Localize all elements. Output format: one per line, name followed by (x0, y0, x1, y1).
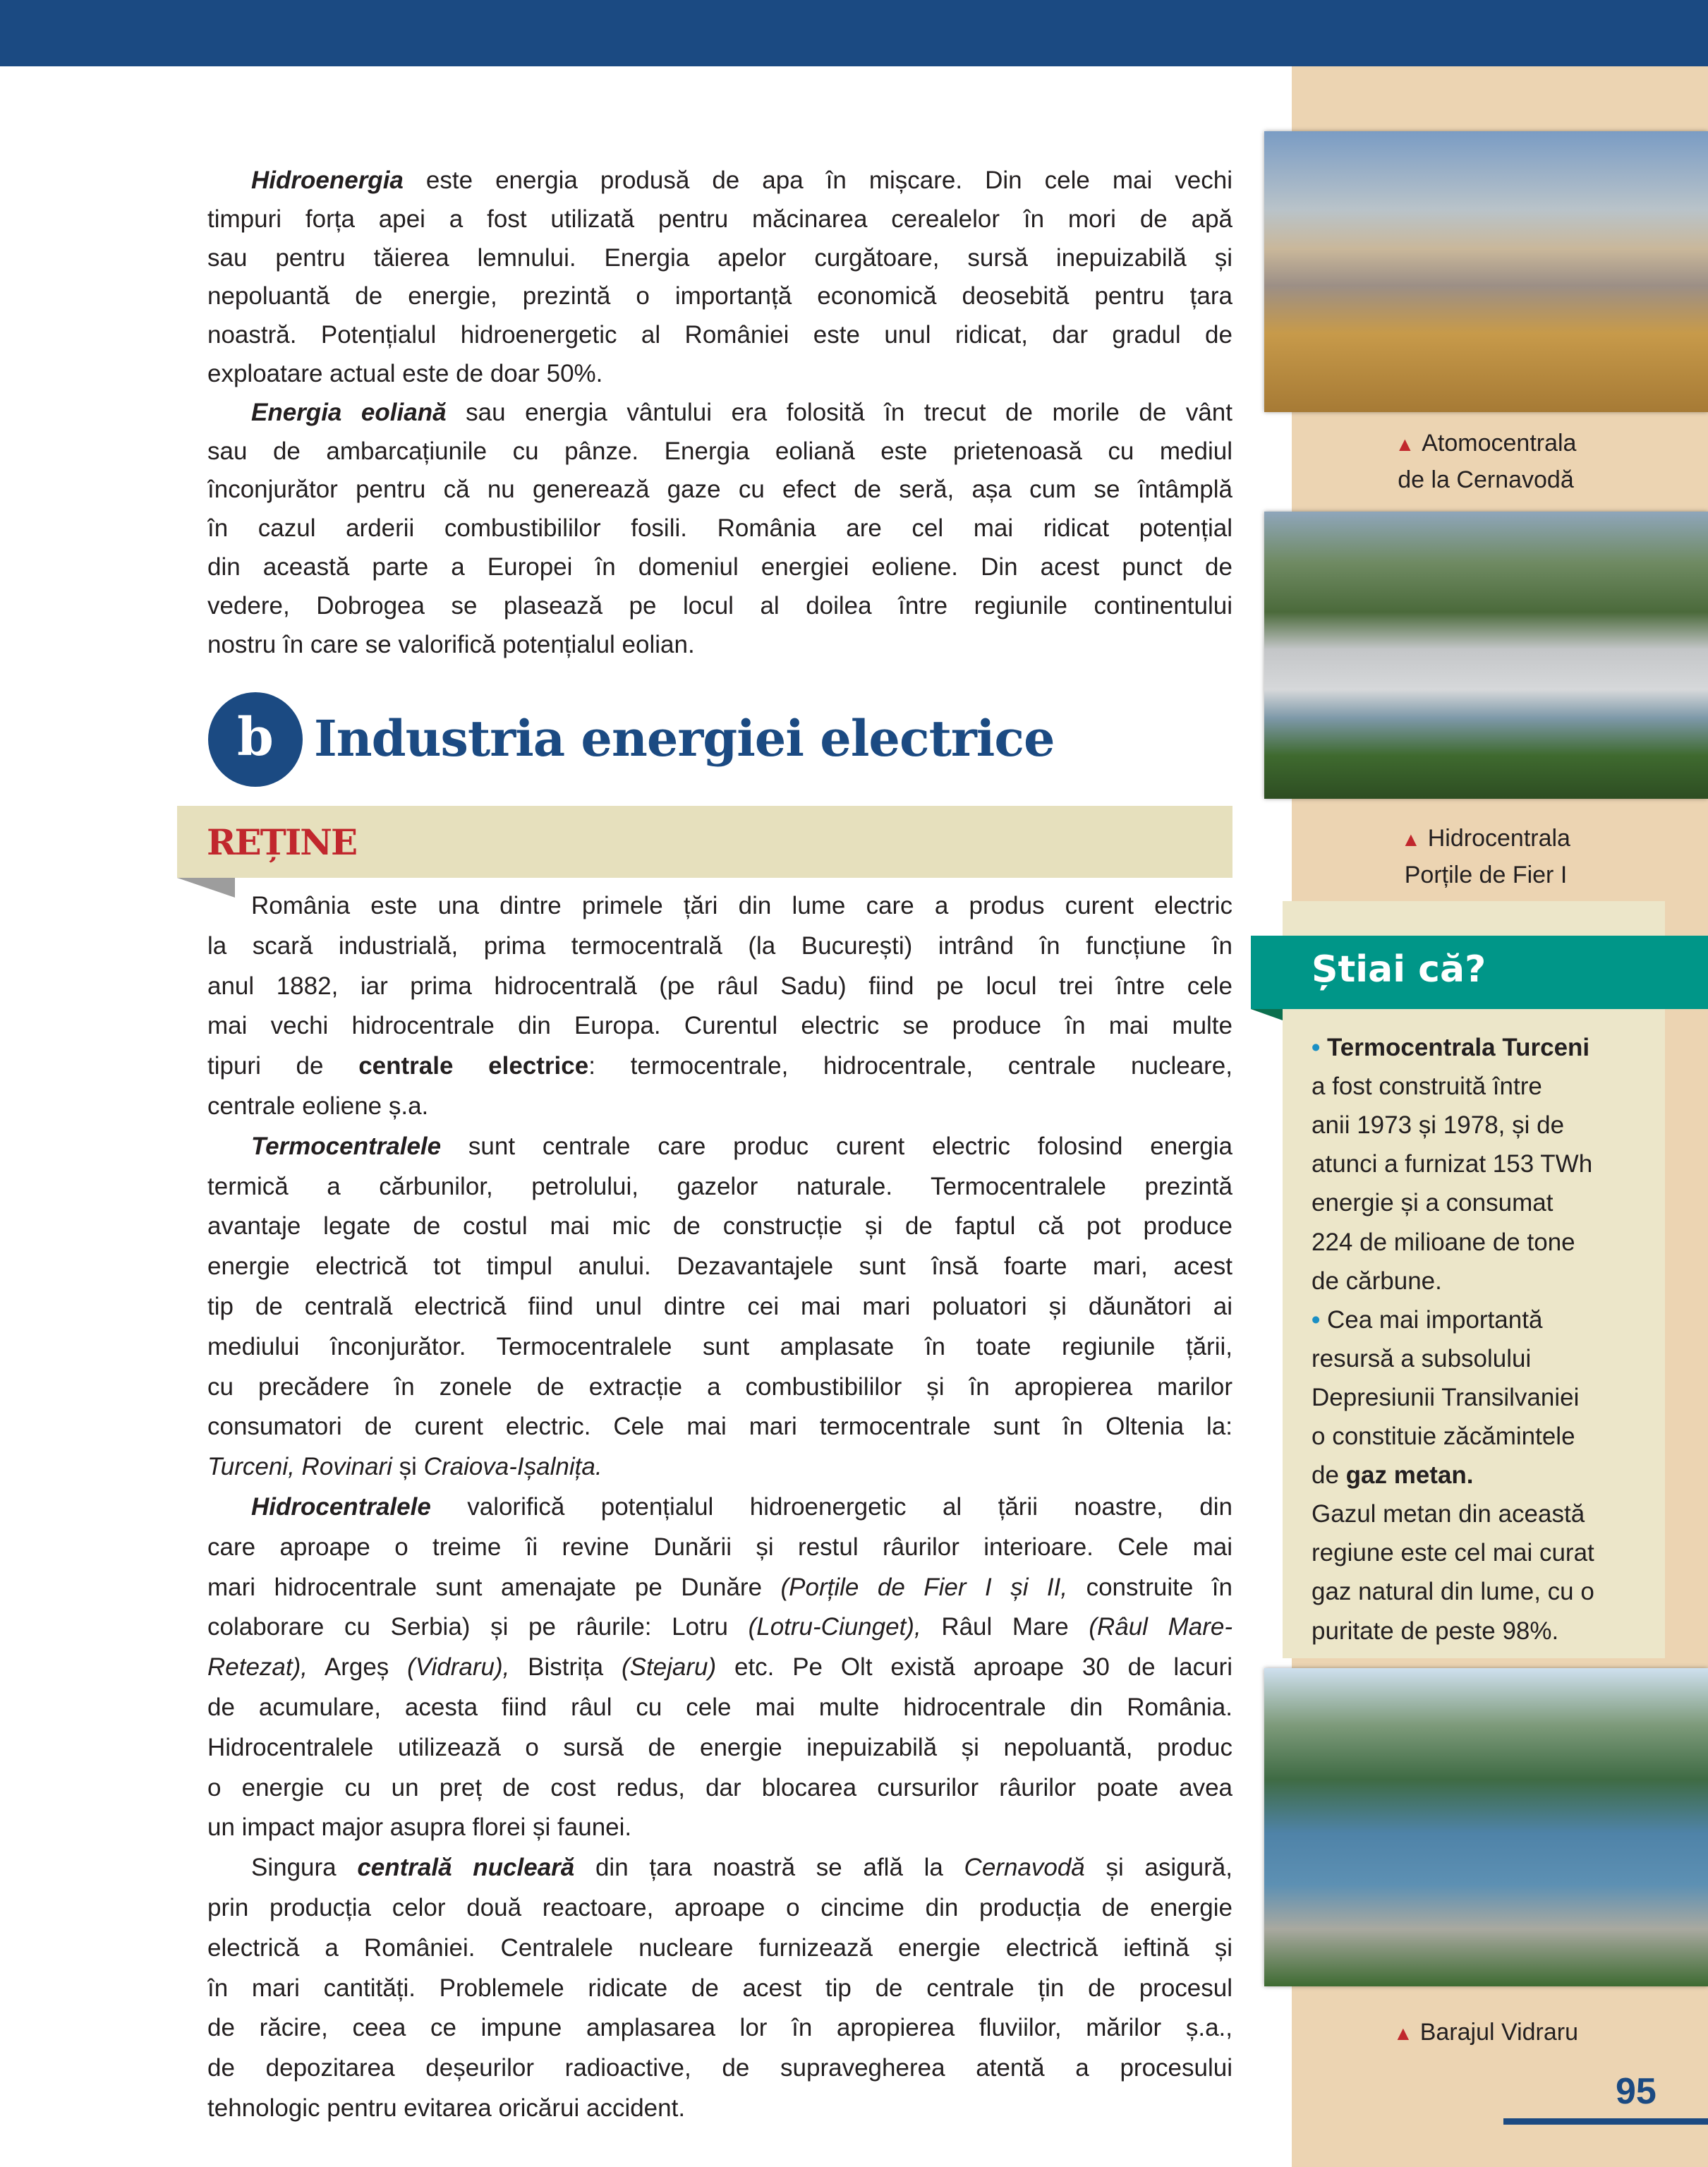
text-segment: energie și a consumat (1312, 1189, 1553, 1217)
text-line (207, 277, 1232, 316)
text-line (207, 1167, 1232, 1207)
text-segment: la scară industrială, prima termocentrală (la București) intrând în funcțiune în (207, 931, 1232, 960)
text-segment: de depozitarea deșeurilor radioactive, de supravegherea atentă a procesului (207, 2054, 1232, 2082)
text-line (207, 886, 1232, 926)
text-segment: în cazul arderii combustibililor fosili. România are cel mai ridicat potențial (207, 514, 1232, 543)
text-line (207, 926, 1232, 967)
text-segment: (Stejaru) (621, 1653, 717, 1682)
text-segment: exploatare actual este de doar 50%. (207, 359, 603, 387)
text-segment: (Vidraru), (407, 1653, 510, 1682)
text-line (207, 316, 1232, 355)
text-line (207, 1568, 1232, 1608)
main-text (207, 886, 1232, 2129)
text-segment: Bistrița (509, 1653, 622, 1682)
text-segment: centrale eoliene ș.a. (207, 1092, 429, 1120)
text-line (207, 162, 1232, 200)
text-segment: este energia produsă de apa în mișcare. Din cele mai vechi (403, 167, 1232, 194)
page-number-rule (1503, 2118, 1708, 2125)
text-line (207, 1928, 1232, 1969)
text-segment: construite în (1067, 1573, 1232, 1601)
text-segment: Cernavodă (964, 1854, 1085, 1882)
photo-cernavoda-plant (1264, 131, 1708, 412)
text-segment: tipuri de (207, 1052, 359, 1080)
text-line (207, 2089, 1232, 2129)
stiai-line (1312, 1533, 1594, 1572)
caption-line: Atomocentrala (1422, 430, 1577, 457)
text-line (207, 355, 1232, 394)
text-segment: sau energia vântului era folosită în trecut de morile de vânt (446, 398, 1232, 426)
stiai-line (1312, 1572, 1594, 1611)
text-segment: Depresiunii Transilvaniei (1312, 1383, 1580, 1411)
text-segment: din această parte a Europei în domeniul energiei eoliene. Din acest punct de (207, 553, 1232, 581)
text-segment: Râul Mare (921, 1613, 1089, 1641)
text-segment: nepoluantă de energie, prezintă o importanță economică deosebită pentru țara (207, 282, 1232, 310)
text-segment: : termocentrale, hidrocentrale, centrale nucleare, (588, 1052, 1232, 1080)
text-line (207, 1808, 1232, 1848)
text-line (207, 2008, 1232, 2048)
text-segment: Energia eoliană (251, 398, 447, 426)
text-line (207, 1046, 1232, 1087)
text-line (207, 471, 1232, 509)
stiai-line (1312, 1106, 1564, 1145)
stiai-line (1312, 1417, 1575, 1456)
text-segment: Hidroenergia (251, 167, 404, 194)
text-line (207, 239, 1232, 278)
stiai-line (1312, 1612, 1558, 1650)
text-segment: Hidrocentralele (251, 1492, 431, 1521)
stiai-line (1312, 1028, 1589, 1067)
stiai-line (1312, 1223, 1575, 1262)
text-segment: centrale electrice (358, 1052, 589, 1080)
text-segment: Gazul metan din această (1312, 1500, 1585, 1528)
text-line (207, 1969, 1232, 2009)
stiai-line (1312, 1262, 1442, 1300)
text-segment: Turceni, Rovinari (207, 1453, 392, 1481)
text-line (207, 433, 1232, 471)
page-number: 95 (1616, 2071, 1656, 2112)
text-segment: gaz natural din lume, cu o (1312, 1578, 1594, 1606)
text-segment: Retezat), (207, 1653, 308, 1682)
top-header-bar (0, 0, 1708, 66)
text-line (207, 1447, 1232, 1487)
bullet-icon: • (1312, 1034, 1321, 1061)
text-segment: anul 1882, iar prima hidrocentrală (pe râul Sadu) fiind pe locul trei între cele (207, 972, 1232, 1000)
text-line (207, 548, 1232, 587)
text-segment: sunt centrale care produc curent electric folosind energia (441, 1132, 1232, 1160)
text-segment: gaz metan. (1345, 1461, 1474, 1490)
text-segment: resursă a subsolului (1312, 1344, 1532, 1372)
text-segment: un impact major asupra florei și faunei. (207, 1813, 632, 1842)
text-line (207, 1327, 1232, 1368)
text-segment: colaborare cu Serbia) și pe râurile: Lotru (207, 1613, 749, 1641)
text-segment: Argeș (308, 1653, 408, 1682)
caption-line: Porțile de Fier I (1404, 862, 1568, 888)
text-segment: în mari cantități. Problemele ridicate de acest tip de centrale țin de procesul (207, 1974, 1232, 2002)
text-segment: de răcire, ceea ce impune amplasarea lor în apropierea fluviilor, mărilor ș.a., (207, 2014, 1232, 2042)
text-segment: de (1312, 1461, 1346, 1490)
text-line (207, 1287, 1232, 1327)
section-title: Industria energiei electrice (314, 709, 1055, 768)
text-segment: mediului înconjurător. Termocentralele sunt amplasate în toate regiunile țării, (207, 1332, 1232, 1360)
text-segment: Cea mai importantă (1327, 1305, 1543, 1334)
text-segment: nostru în care se valorifică potențialul eolian. (207, 630, 695, 658)
text-segment: regiune este cel mai curat (1312, 1539, 1594, 1567)
stiai-fold (1251, 1009, 1283, 1020)
text-line (207, 1368, 1232, 1408)
text-line (207, 1728, 1232, 1768)
retine-banner (177, 806, 1232, 878)
text-segment: sau de ambarcațiunile cu pânze. Energia eoliană este prietenoasă cu mediul (207, 437, 1232, 465)
text-segment: înconjurător pentru că nu generează gaze cu efect de seră, așa cum se întâmplă (207, 476, 1232, 504)
triangle-marker-icon: ▲ (1393, 2022, 1413, 2044)
text-line (207, 1688, 1232, 1728)
stiai-line (1312, 1183, 1553, 1222)
text-line (207, 1607, 1232, 1648)
text-segment: Craiova-Ișalnița. (423, 1453, 602, 1481)
text-line (207, 509, 1232, 548)
text-segment: anii 1973 și 1978, și de (1312, 1111, 1565, 1140)
stiai-line (1312, 1378, 1579, 1417)
caption-line: de la Cernavodă (1398, 466, 1574, 493)
text-segment: timpuri forța apei a fost utilizată pentru măcinarea cerealelor în mori de apă (207, 205, 1232, 233)
text-line (207, 1127, 1232, 1167)
text-line (207, 1207, 1232, 1247)
text-segment: avantaje legate de costul mai mic de construcție și de faptul că pot produce (207, 1212, 1232, 1241)
stiai-ca-title: Știai că? (1312, 948, 1486, 991)
text-segment: Singura (251, 1854, 358, 1882)
text-segment: 224 de milioane de tone (1312, 1228, 1575, 1256)
text-segment: România este una dintre primele țări din lume care a produs curent electric (251, 892, 1232, 919)
caption-portile (1292, 821, 1680, 893)
photo-barajul-vidraru (1264, 1668, 1708, 1986)
text-segment: prin producția celor două reactoare, aproape o cincime din producția de energie (207, 1893, 1232, 1921)
retine-label: REȚINE (207, 821, 357, 863)
text-segment: atunci a furnizat 153 TWh (1312, 1150, 1593, 1178)
text-segment: mari hidrocentrale sunt amenajate pe Dunăre (207, 1573, 781, 1601)
text-line (207, 1768, 1232, 1809)
text-line (207, 1848, 1232, 1888)
text-segment: consumatori de curent electric. Cele mai mari termocentrale sunt în Oltenia la: (207, 1413, 1232, 1441)
text-segment: Termocentralele (251, 1132, 442, 1160)
text-segment: (Râul Mare- (1089, 1613, 1232, 1641)
text-segment: (Lotru-Ciunget), (748, 1613, 921, 1641)
stiai-line (1312, 1456, 1474, 1495)
text-segment: mai vechi hidrocentrale din Europa. Curentul electric se produce în mai multe (207, 1012, 1232, 1040)
triangle-marker-icon: ▲ (1401, 828, 1421, 850)
text-line (207, 2048, 1232, 2089)
text-segment: (Porțile de Fier I și II, (780, 1573, 1068, 1601)
text-segment: puritate de peste 98%. (1312, 1617, 1559, 1645)
stiai-line (1312, 1495, 1585, 1533)
text-segment: de cărbune. (1312, 1267, 1442, 1295)
text-line (207, 1407, 1232, 1447)
text-line (207, 626, 1232, 665)
text-line (207, 200, 1232, 239)
text-segment: din țara noastră se află la (574, 1854, 964, 1882)
stiai-line (1312, 1300, 1542, 1339)
caption-cernavoda (1292, 425, 1680, 498)
text-line (207, 1487, 1232, 1528)
caption-vidraru (1292, 2015, 1680, 2051)
text-line (207, 394, 1232, 433)
text-segment: vedere, Dobrogea se plasează pe locul al doilea între regiunile continentului (207, 591, 1232, 620)
text-line (207, 587, 1232, 626)
caption-line: Barajul Vidraru (1419, 2019, 1578, 2046)
text-line (207, 1006, 1232, 1046)
text-line (207, 1247, 1232, 1287)
intro-text (207, 162, 1232, 664)
text-segment: și (392, 1453, 424, 1481)
bullet-icon: • (1312, 1305, 1321, 1334)
text-segment: sau pentru tăierea lemnului. Energia apelor curgătoare, sursă inepuizabilă și (207, 243, 1232, 272)
text-segment: care aproape o treime îi revine Dunării și restul râurilor interioare. Cele mai (207, 1533, 1232, 1561)
caption-line: Hidrocentrala (1427, 825, 1570, 852)
text-segment: noastră. Potențialul hidroenergetic al României este unul ridicat, dar gradul de (207, 321, 1232, 349)
text-segment: valorifică potențialul hidroenergetic al țării noastre, din (430, 1492, 1232, 1521)
text-line (207, 1528, 1232, 1568)
text-segment: o energie cu un preț de cost redus, dar blocarea cursurilor râurilor poate avea (207, 1773, 1232, 1801)
text-line (207, 1087, 1232, 1127)
text-segment: tehnologic pentru evitarea oricărui accident. (207, 2094, 686, 2122)
stiai-line (1312, 1145, 1592, 1183)
stiai-line (1312, 1067, 1542, 1106)
text-segment: termică a cărbunilor, petrolului, gazelor naturale. Termocentralele prezintă (207, 1172, 1232, 1200)
text-segment: și asigură, (1084, 1854, 1232, 1882)
stiai-ca-header (1251, 936, 1708, 1009)
text-segment: energie electrică tot timpul anului. Dezavantajele sunt însă foarte mari, acest (207, 1252, 1232, 1281)
section-letter-badge: b (208, 692, 303, 787)
text-segment: de acumulare, acesta fiind râul cu cele mai multe hidrocentrale din România. (207, 1693, 1232, 1721)
text-segment: o constituie zăcămintele (1312, 1423, 1575, 1450)
text-line (207, 1888, 1232, 1928)
text-segment: a fost construită între (1312, 1073, 1542, 1101)
stiai-line (1312, 1339, 1531, 1378)
text-segment: Termocentrala Turceni (1327, 1034, 1590, 1061)
text-segment: electrică a României. Centralele nucleare furnizează energie electrică ieftină și (207, 1933, 1232, 1962)
text-segment: Hidrocentralele utilizează o sursă de energie inepuizabilă și nepoluantă, produc (207, 1733, 1232, 1761)
text-line (207, 1648, 1232, 1688)
photo-portile-de-fier (1264, 512, 1708, 799)
text-line (207, 967, 1232, 1007)
text-segment: tip de centrală electrică fiind unul dintre cei mai mari poluatori și dăunători ai (207, 1292, 1232, 1320)
triangle-marker-icon: ▲ (1395, 433, 1415, 455)
text-segment: etc. Pe Olt există aproape 30 de lacuri (716, 1653, 1232, 1682)
text-segment: centrală nucleară (357, 1854, 575, 1882)
text-segment: cu precădere în zonele de extracție a combustibililor și în apropierea marilor (207, 1372, 1232, 1401)
